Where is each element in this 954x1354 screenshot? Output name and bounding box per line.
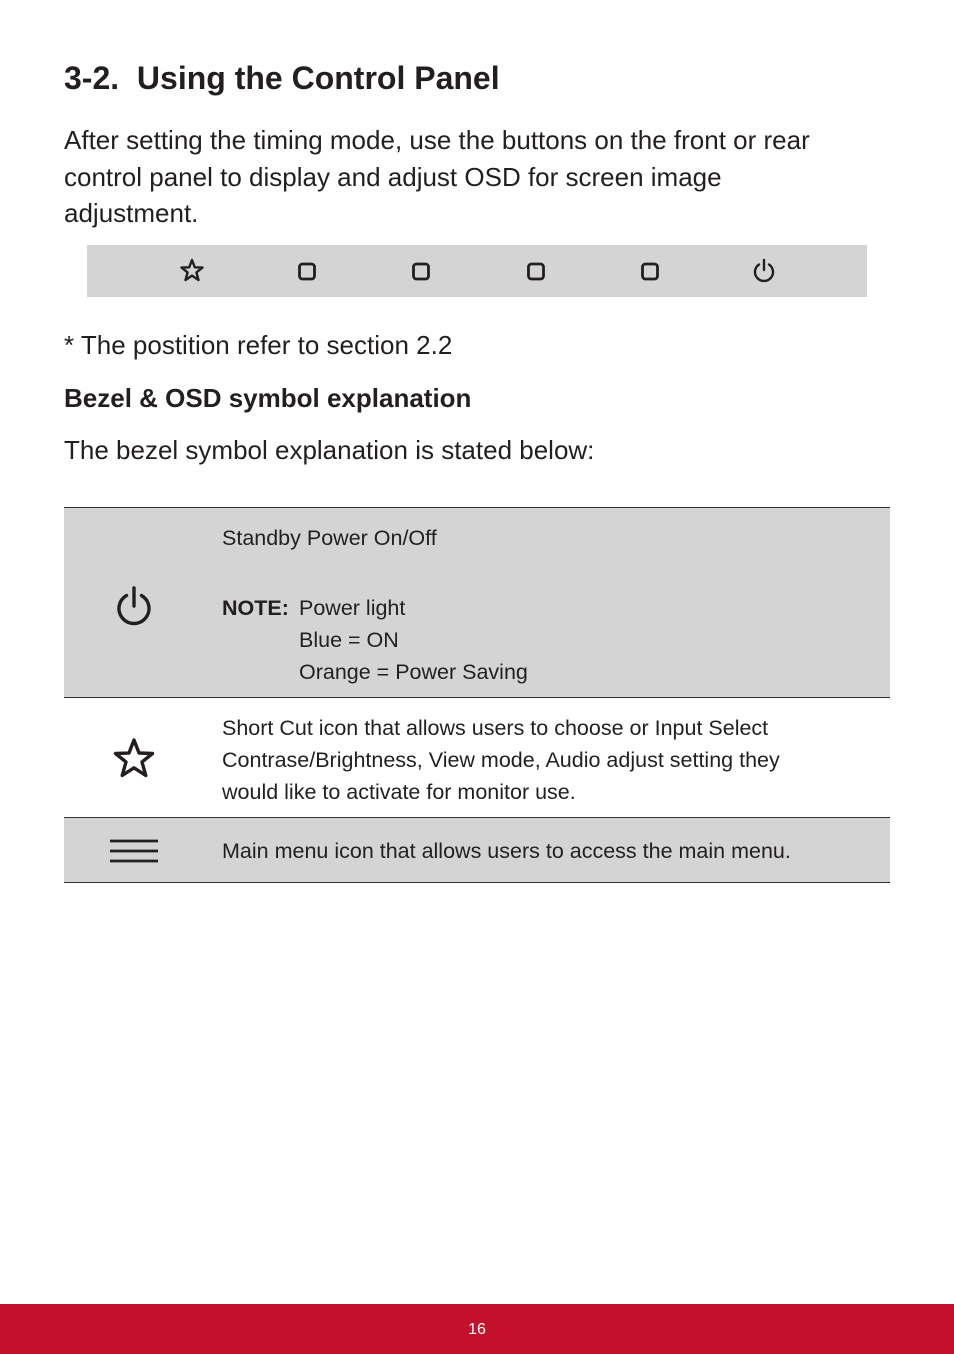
star-icon bbox=[108, 738, 160, 782]
shortcut-line: Short Cut icon that allows users to choose or Input Select bbox=[222, 716, 769, 740]
button-square-icon bbox=[523, 258, 549, 284]
footnote: * The postition refer to section 2.2 bbox=[64, 330, 453, 360]
power-icon bbox=[751, 258, 777, 284]
power-note-line: Blue = ON bbox=[299, 628, 399, 652]
button-square-icon bbox=[294, 258, 320, 284]
power-note-line: Power light bbox=[299, 596, 406, 620]
symbol-row-power bbox=[64, 508, 890, 698]
power-note-line: Orange = Power Saving bbox=[299, 660, 528, 684]
power-icon bbox=[108, 585, 160, 629]
symbol-row-shortcut bbox=[64, 698, 890, 818]
page-title: 3-2. Using the Control Panel bbox=[64, 60, 500, 96]
footer-bar bbox=[0, 1304, 954, 1354]
menu-icon bbox=[108, 830, 160, 874]
star-icon bbox=[179, 258, 205, 284]
lead-sentence: The bezel symbol explanation is stated below: bbox=[64, 435, 595, 465]
symbol-table bbox=[64, 507, 890, 883]
shortcut-line: Contrase/Brightness, View mode, Audio adjust setting they bbox=[222, 748, 780, 772]
page-number: 16 bbox=[468, 1321, 486, 1338]
button-square-icon bbox=[637, 258, 663, 284]
symbol-row-menu bbox=[64, 818, 890, 883]
section-subheading: Bezel & OSD symbol explanation bbox=[64, 383, 472, 413]
menu-description: Main menu icon that allows users to access the main menu. bbox=[222, 839, 791, 863]
intro-paragraph: After setting the timing mode, use the buttons on the front or rear control panel to display and adjust OSD for screen image adjustment. bbox=[64, 125, 810, 228]
power-title: Standby Power On/Off bbox=[222, 526, 437, 550]
control-panel-illustration bbox=[87, 245, 867, 297]
shortcut-line: would like to activate for monitor use. bbox=[222, 780, 576, 804]
note-label: NOTE: bbox=[222, 596, 289, 620]
button-square-icon bbox=[408, 258, 434, 284]
